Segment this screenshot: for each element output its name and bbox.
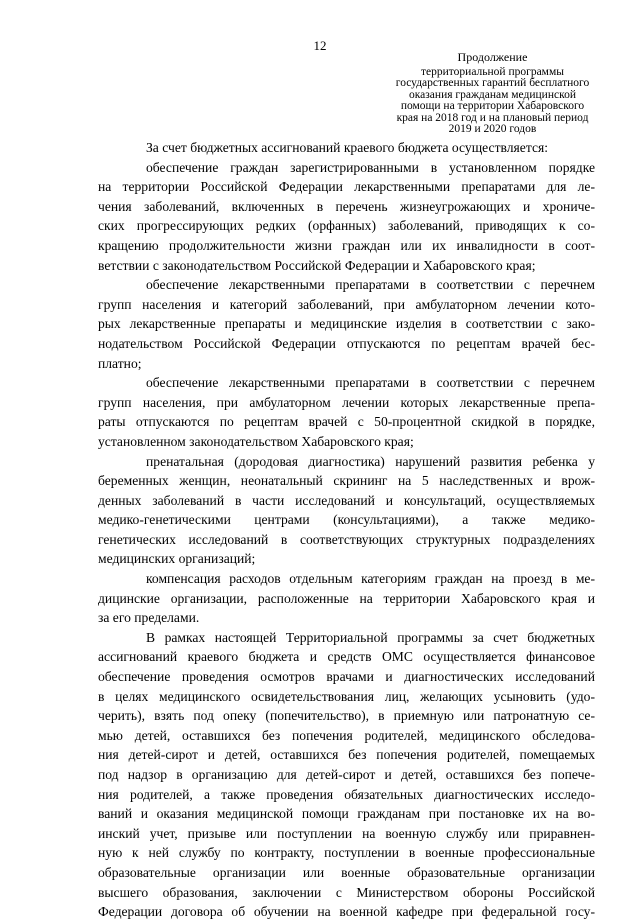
header-line: края на 2018 год и на плановый период bbox=[396, 111, 589, 124]
text-line: Федерации договора об обучении на военной кафедре при федеральной госу- bbox=[98, 904, 595, 920]
text-line: ния родителей, а также проведения обязательных диагностических исследо- bbox=[98, 786, 595, 802]
text-line: кращению продолжительности жизни граждан или их инвалидности в соот- bbox=[98, 237, 595, 253]
text-line: медико-генетическими центрами (консультациями), а также медико- bbox=[98, 512, 595, 528]
paragraph-first-line: обеспечение лекарственными препаратами в соответствии с перечнем bbox=[146, 277, 595, 293]
header-line: помощи на территории Хабаровского bbox=[400, 100, 585, 112]
paragraph-first-line: обеспечение лекарственными препаратами в соответствии с перечнем bbox=[146, 375, 595, 391]
paragraph-first-line: обеспечение граждан зарегистрированными в установленном порядке bbox=[146, 159, 595, 175]
header-line: оказания гражданам медицинской bbox=[409, 88, 576, 101]
text-line: генетических исследований в соответствующих структурных подразделениях bbox=[98, 531, 595, 547]
header-line: государственных гарантий бесплатного bbox=[395, 77, 590, 89]
text-line: групп населения и категорий заболеваний, при амбулаторном лечении кото- bbox=[98, 296, 595, 312]
text-line: беременных женщин, неонатальный скрининг на 5 наследственных и врож- bbox=[98, 473, 595, 489]
text-line: ную к ней службу по контракту, поступлении в военные профессиональные bbox=[98, 845, 595, 861]
text-line: ния детей-сирот и детей, оставшихся без попечения родителей, помещаемых bbox=[98, 747, 595, 763]
text-line: черить), взять под опеку (попечительство), в приемную или патронатную се- bbox=[98, 708, 595, 724]
text-line: за его пределами. bbox=[98, 610, 200, 626]
text-line: денных заболеваний в части исследований и консультаций, осуществляемых bbox=[98, 492, 595, 508]
text-line: медицинских организаций; bbox=[98, 551, 256, 567]
text-line: установленном законодательством Хабаровского края; bbox=[98, 433, 414, 449]
text-line: раты отпускаются по рецептам врачей с 50-процентной скидкой в порядке, bbox=[98, 414, 595, 430]
text-line: ветствии с законодательством Российской Федерации и Хабаровского края; bbox=[98, 257, 536, 273]
text-line: обеспечение проведения осмотров врачами и диагностических исследований bbox=[98, 669, 595, 685]
text-line: мью детей, оставшихся без попечения родителей, медицинского обследова- bbox=[98, 727, 595, 743]
header-line: территориальной программы bbox=[421, 65, 564, 78]
document-body bbox=[98, 138, 595, 922]
paragraph-first-line: пренатальная (дородовая диагностика) нарушений развития ребенка у bbox=[146, 453, 595, 469]
continuation-label: Продолжение bbox=[457, 50, 528, 64]
header-line: 2019 и 2020 годов bbox=[448, 123, 537, 135]
text-line: платно; bbox=[98, 355, 142, 371]
text-line: образовательные организации или военные образовательные организации bbox=[98, 864, 595, 880]
text-line: высшего образования, заключении с Министерством обороны Российской bbox=[98, 884, 595, 900]
text-line: на территории Российской Федерации лекарственными препаратами для ле- bbox=[98, 179, 595, 195]
text-line: под надзор в организацию для детей-сирот и детей, оставшихся без попече- bbox=[98, 767, 595, 782]
page-number: 12 bbox=[313, 38, 327, 53]
text-line: нодательством Российской Федерации отпускаются по рецептам врачей бес- bbox=[98, 335, 595, 351]
text-line: групп населения, при амбулаторном лечении которых лекарственные препа- bbox=[98, 394, 595, 410]
text-line: чения заболеваний, включенных в перечень жизнеугрожающих и хрониче- bbox=[98, 198, 595, 214]
text-line: дицинские организации, расположенные на территории Хабаровского края и bbox=[98, 590, 595, 606]
paragraph-first-line: компенсация расходов отдельным категориям граждан на проезд в ме- bbox=[146, 571, 595, 587]
paragraph-first-line: В рамках настоящей Территориальной программы за счет бюджетных bbox=[146, 629, 595, 645]
paragraph-first-line: За счет бюджетных ассигнований краевого бюджета осуществляется: bbox=[146, 140, 549, 155]
text-line: рых лекарственные препараты и медицинские изделия в соответствии с зако- bbox=[98, 316, 595, 332]
text-line: инский учет, призыве или поступлении на военную службу или приравнен- bbox=[98, 825, 595, 841]
text-line: в целях медицинского освидетельствования лиц, желающих усыновить (удо- bbox=[98, 688, 595, 704]
text-line: ваний и оказания медицинской помощи гражданам при постановке их на во- bbox=[98, 806, 595, 822]
document-header bbox=[360, 52, 625, 136]
text-line: ских прогрессирующих редких (орфанных) заболеваний, приводящих к со- bbox=[98, 218, 595, 234]
text-line: ассигнований краевого бюджета и средств ОМС осуществляется финансовое bbox=[98, 649, 595, 665]
